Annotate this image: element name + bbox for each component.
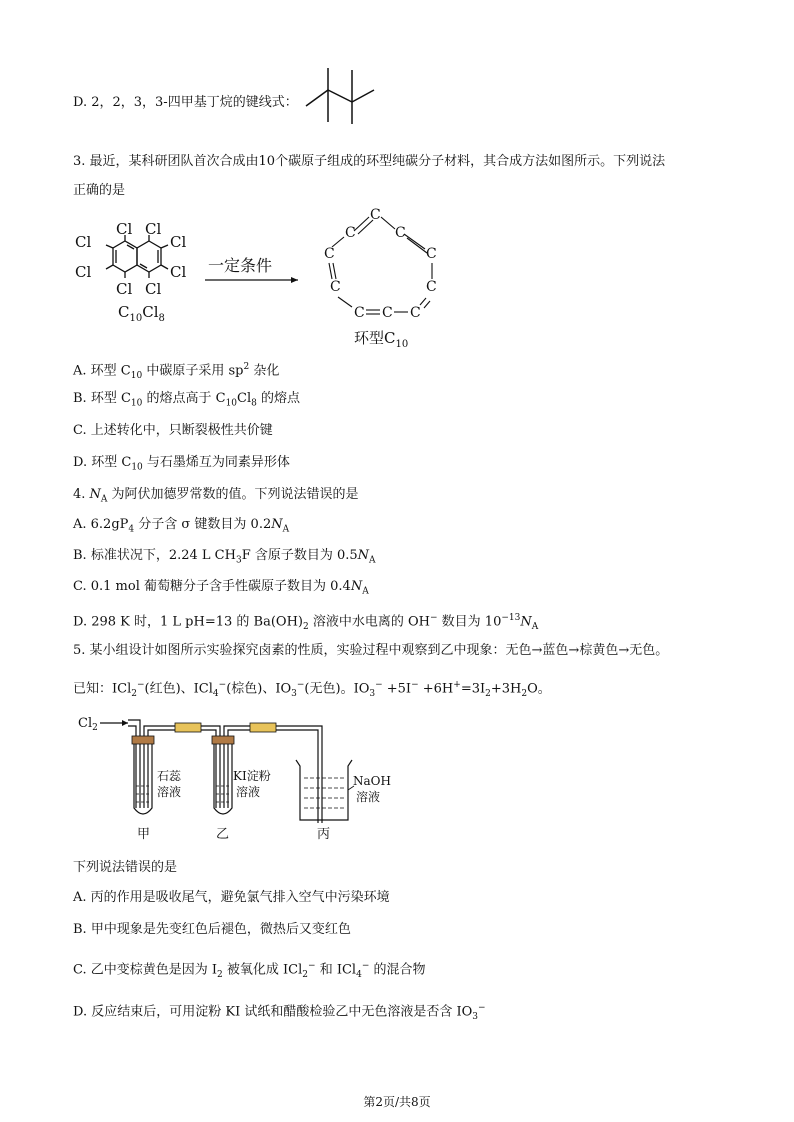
c-atom: C: [354, 305, 365, 321]
q4-option-b: B. 标准状况下，2.24 L $CH_3F$ 含原子数目为 $0.5N_A$: [73, 548, 376, 566]
tube2-reagent-label: KI淀粉: [233, 769, 271, 783]
q5-known-line: 已知：ICl$_2$−(红色)、ICl$_4$−(棕色)、$IO_3^-$(无色)。$IO_3^- +5I^- +6H^+=3I_2+3H_2O$。: [73, 680, 551, 699]
test-tube-jia: [132, 736, 154, 814]
beaker-bing: [296, 760, 354, 820]
cyclo-c10-atoms: [324, 207, 437, 321]
rubber-connector: [175, 723, 201, 732]
q3-option-d: D. 环型 $C_{10}$ 与石墨烯互为同素异形体: [73, 455, 290, 473]
reactant-formula: $C_{10}Cl_8$: [118, 303, 165, 324]
c-atom: C: [370, 207, 381, 223]
cl-atom: Cl: [116, 280, 133, 298]
q3-stem-line1: 3. 最近，某科研团队首次合成由10个碳原子组成的环型纯碳分子材料，其合成方法如图所示。下列说法: [73, 154, 666, 169]
tube1-reagent-label: 石蕊: [157, 769, 182, 783]
tetramethylbutane-skeletal-formula: [300, 64, 380, 126]
chlorine-atoms: [75, 220, 186, 298]
c-atom: C: [324, 246, 335, 262]
c-atom: C: [330, 279, 341, 295]
c-atom: C: [382, 305, 393, 321]
q5-stem-line1: 5. 某小组设计如图所示实验探究卤素的性质，实验过程中观察到乙中现象：无色→蓝色→棕黄色→无色。: [73, 643, 669, 658]
q4-option-d: D. 298 K 时，1 L pH=13 的 $Ba(OH)_2$ 溶液中水电离的 OH− 数目为 $10^{-13}N_A$: [73, 613, 539, 632]
label-yi: 乙: [216, 827, 230, 842]
q5-option-b: B. 甲中现象是先变红色后褪色，微热后又变红色: [73, 922, 351, 937]
label-jia: 甲: [137, 827, 151, 842]
cl2-inlet-label: $Cl_2$: [78, 716, 98, 733]
q3-stem-line2: 正确的是: [73, 183, 126, 198]
label-bing: 丙: [317, 827, 331, 842]
q3-option-c: C. 上述转化中，只断裂极性共价键: [73, 423, 273, 438]
q5-question: 下列说法错误的是: [73, 860, 178, 875]
q3-option-a: A. 环型 $C_{10}$ 中碳原子采用 $sp^2$ 杂化: [73, 362, 280, 381]
cl-atom: Cl: [75, 233, 92, 251]
page-indicator: 第2页/共8页: [363, 1095, 431, 1109]
q2-option-d: D. 2，2，3，3-四甲基丁烷的键线式：: [73, 95, 298, 110]
tube2-reagent-label: 溶液: [236, 785, 261, 799]
cl-atom: Cl: [75, 263, 92, 281]
product-label: 环型$C_{10}$: [354, 329, 409, 350]
cl-atom: Cl: [145, 220, 162, 238]
cl-atom: Cl: [116, 220, 133, 238]
q3-reaction-figure: [70, 205, 470, 355]
rubber-connector: [250, 723, 276, 732]
q4-option-a: A. $6.2gP_4$ 分子含 σ 键数目为 $0.2N_A$: [73, 517, 290, 535]
cl-atom: Cl: [145, 280, 162, 298]
cl-atom: Cl: [170, 263, 187, 281]
q5-apparatus-figure: [70, 708, 400, 848]
q5-option-a: A. 丙的作用是吸收尾气，避免氯气排入空气中污染环境: [73, 890, 390, 905]
c-atom: C: [426, 279, 437, 295]
q3-option-b: B. 环型 $C_{10}$ 的熔点高于 $C_{10}Cl_8$ 的熔点: [73, 391, 301, 409]
reaction-condition: 一定条件: [208, 256, 273, 275]
c-atom: C: [410, 305, 421, 321]
c-atom: C: [395, 225, 406, 241]
c-atom: C: [345, 225, 356, 241]
beaker-reagent-label: NaOH: [353, 774, 391, 788]
tube1-reagent-label: 溶液: [157, 785, 182, 799]
q5-option-c: C. 乙中变棕黄色是因为 $I_2$ 被氧化成 ICl$_2$− 和 ICl$_4$− 的混合物: [73, 961, 426, 980]
q4-stem: 4. $N_A$ 为阿伏加德罗常数的值。下列说法错误的是: [73, 487, 359, 505]
q4-option-c: C. 0.1 mol 葡萄糖分子含手性碳原子数目为 $0.4N_A$: [73, 579, 369, 597]
cl-atom: Cl: [170, 233, 187, 251]
naphthalene-ring: [106, 235, 168, 278]
beaker-reagent-label: 溶液: [356, 790, 381, 804]
test-tube-yi: [212, 736, 234, 814]
q5-option-d: D. 反应结束后，可用淀粉 KI 试纸和醋酸检验乙中无色溶液是否含 $IO_3^-$: [73, 1003, 486, 1022]
c-atom: C: [426, 246, 437, 262]
